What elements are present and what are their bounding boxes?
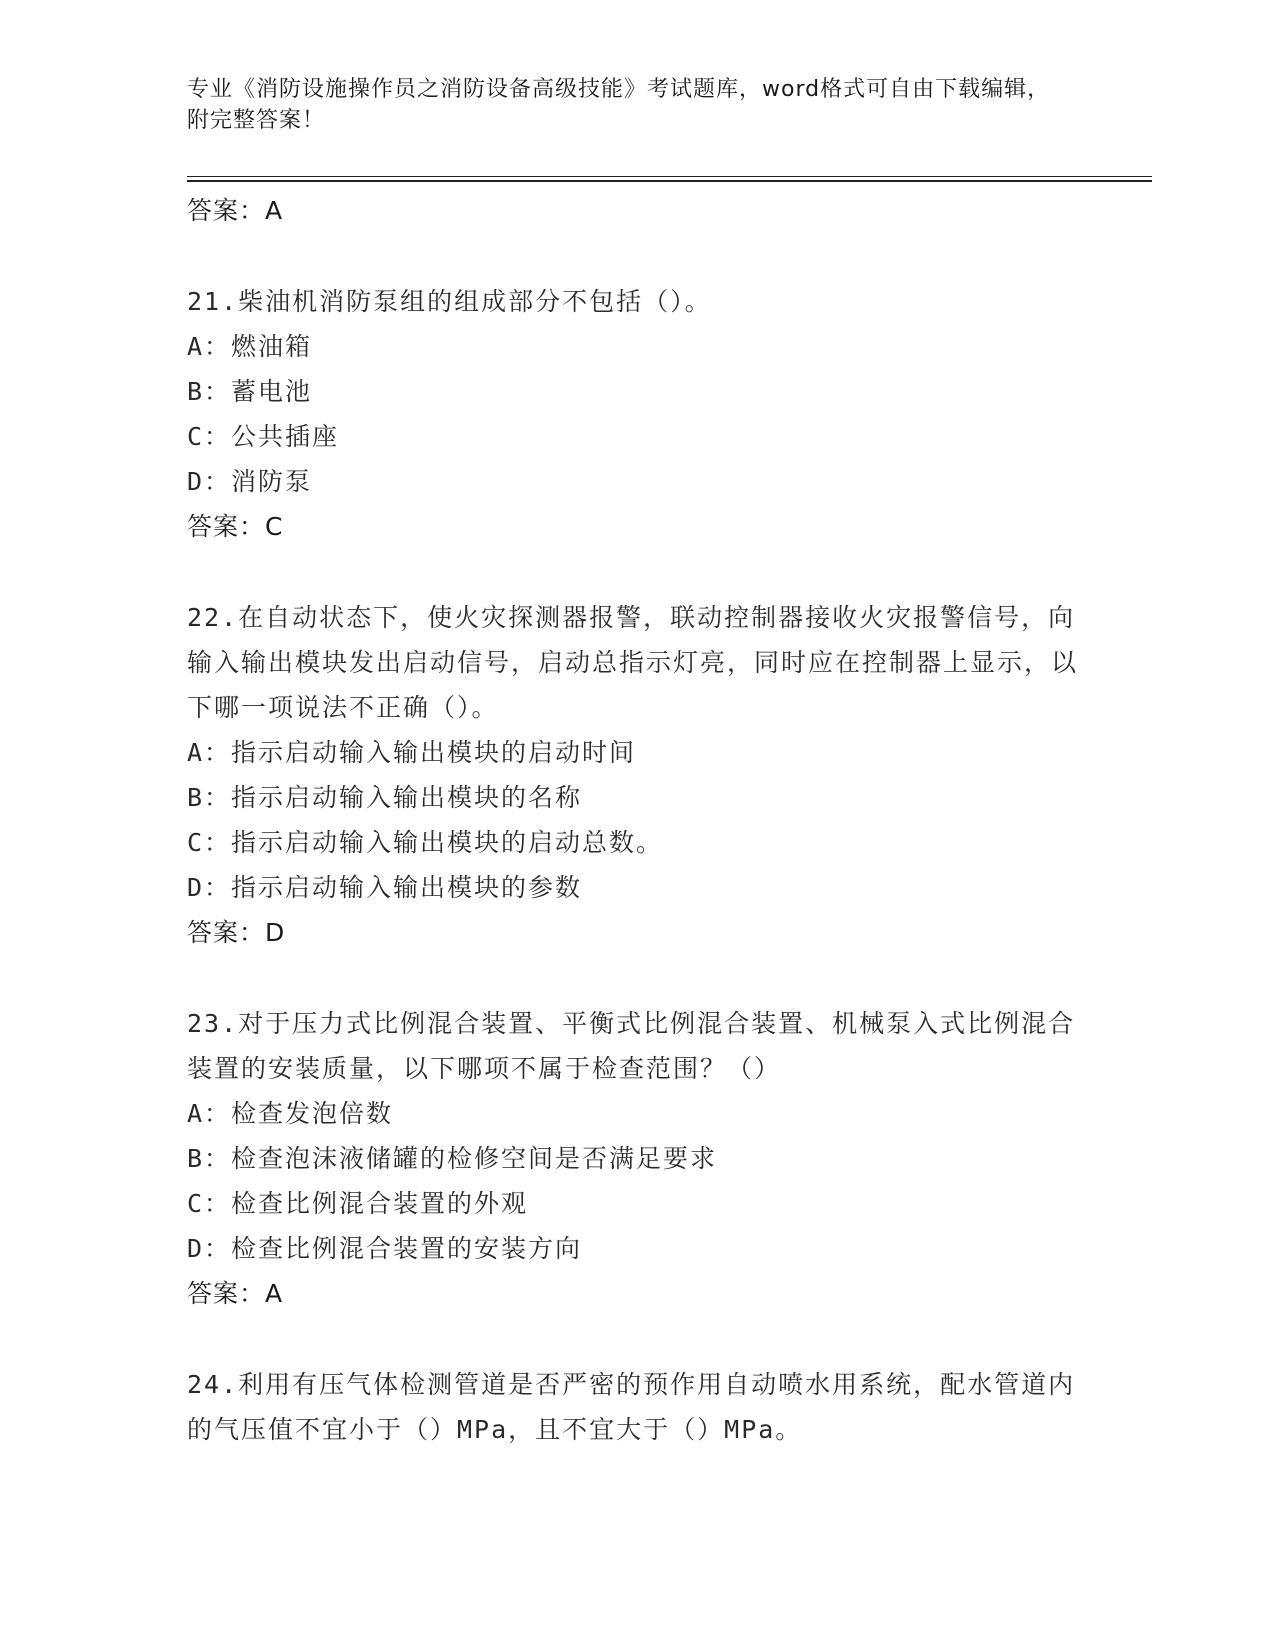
question-21-text: 21.柴油机消防泵组的组成部分不包括（）。 [187, 287, 712, 316]
question-22-option-d: D：指示启动输入输出模块的参数 [187, 873, 583, 902]
question-23-option-a: A：检查发泡倍数 [187, 1099, 394, 1128]
question-22-option-a: A：指示启动输入输出模块的启动时间 [187, 738, 637, 767]
question-23-answer: 答案：A [187, 1279, 284, 1308]
question-22-option-c: C：指示启动输入输出模块的启动总数。 [187, 828, 664, 857]
header-divider-thin [187, 176, 1152, 177]
question-21-option-a: A：燃油箱 [187, 332, 313, 361]
answer-line: 答案：A [187, 196, 284, 225]
question-23-option-b: B：检查泡沫液储罐的检修空间是否满足要求 [187, 1144, 718, 1173]
question-24-text: 24.利用有压气体检测管道是否严密的预作用自动喷水用系统，配水管道内的气压值不宜小于（）MPa，且不宜大于（）MPa。 [187, 1370, 1076, 1444]
question-22-answer: 答案：D [187, 918, 286, 947]
question-list [187, 188, 1087, 1452]
document-header: 专业《消防设施操作员之消防设备高级技能》考试题库，word格式可自由下载编辑，附完整答案！ [187, 77, 1051, 133]
question-21-answer: 答案：C [187, 512, 284, 541]
question-21-option-b: B：蓄电池 [187, 377, 313, 406]
header-divider-thick [187, 180, 1152, 182]
question-21-option-c: C：公共插座 [187, 422, 340, 451]
question-23-option-c: C：检查比例混合装置的外观 [187, 1189, 529, 1218]
question-23-text: 23.对于压力式比例混合装置、平衡式比例混合装置、机械泵入式比例混合装置的安装质量，以下哪项不属于检查范围？（） [187, 1009, 1076, 1083]
question-21-option-d: D：消防泵 [187, 467, 313, 496]
question-22-option-b: B：指示启动输入输出模块的名称 [187, 783, 583, 812]
question-23-option-d: D：检查比例混合装置的安装方向 [187, 1234, 583, 1263]
question-22-text: 22.在自动状态下，使火灾探测器报警，联动控制器接收火灾报警信号，向输入输出模块发出启动信号，启动总指示灯亮，同时应在控制器上显示，以下哪一项说法不正确（）。 [187, 603, 1079, 722]
